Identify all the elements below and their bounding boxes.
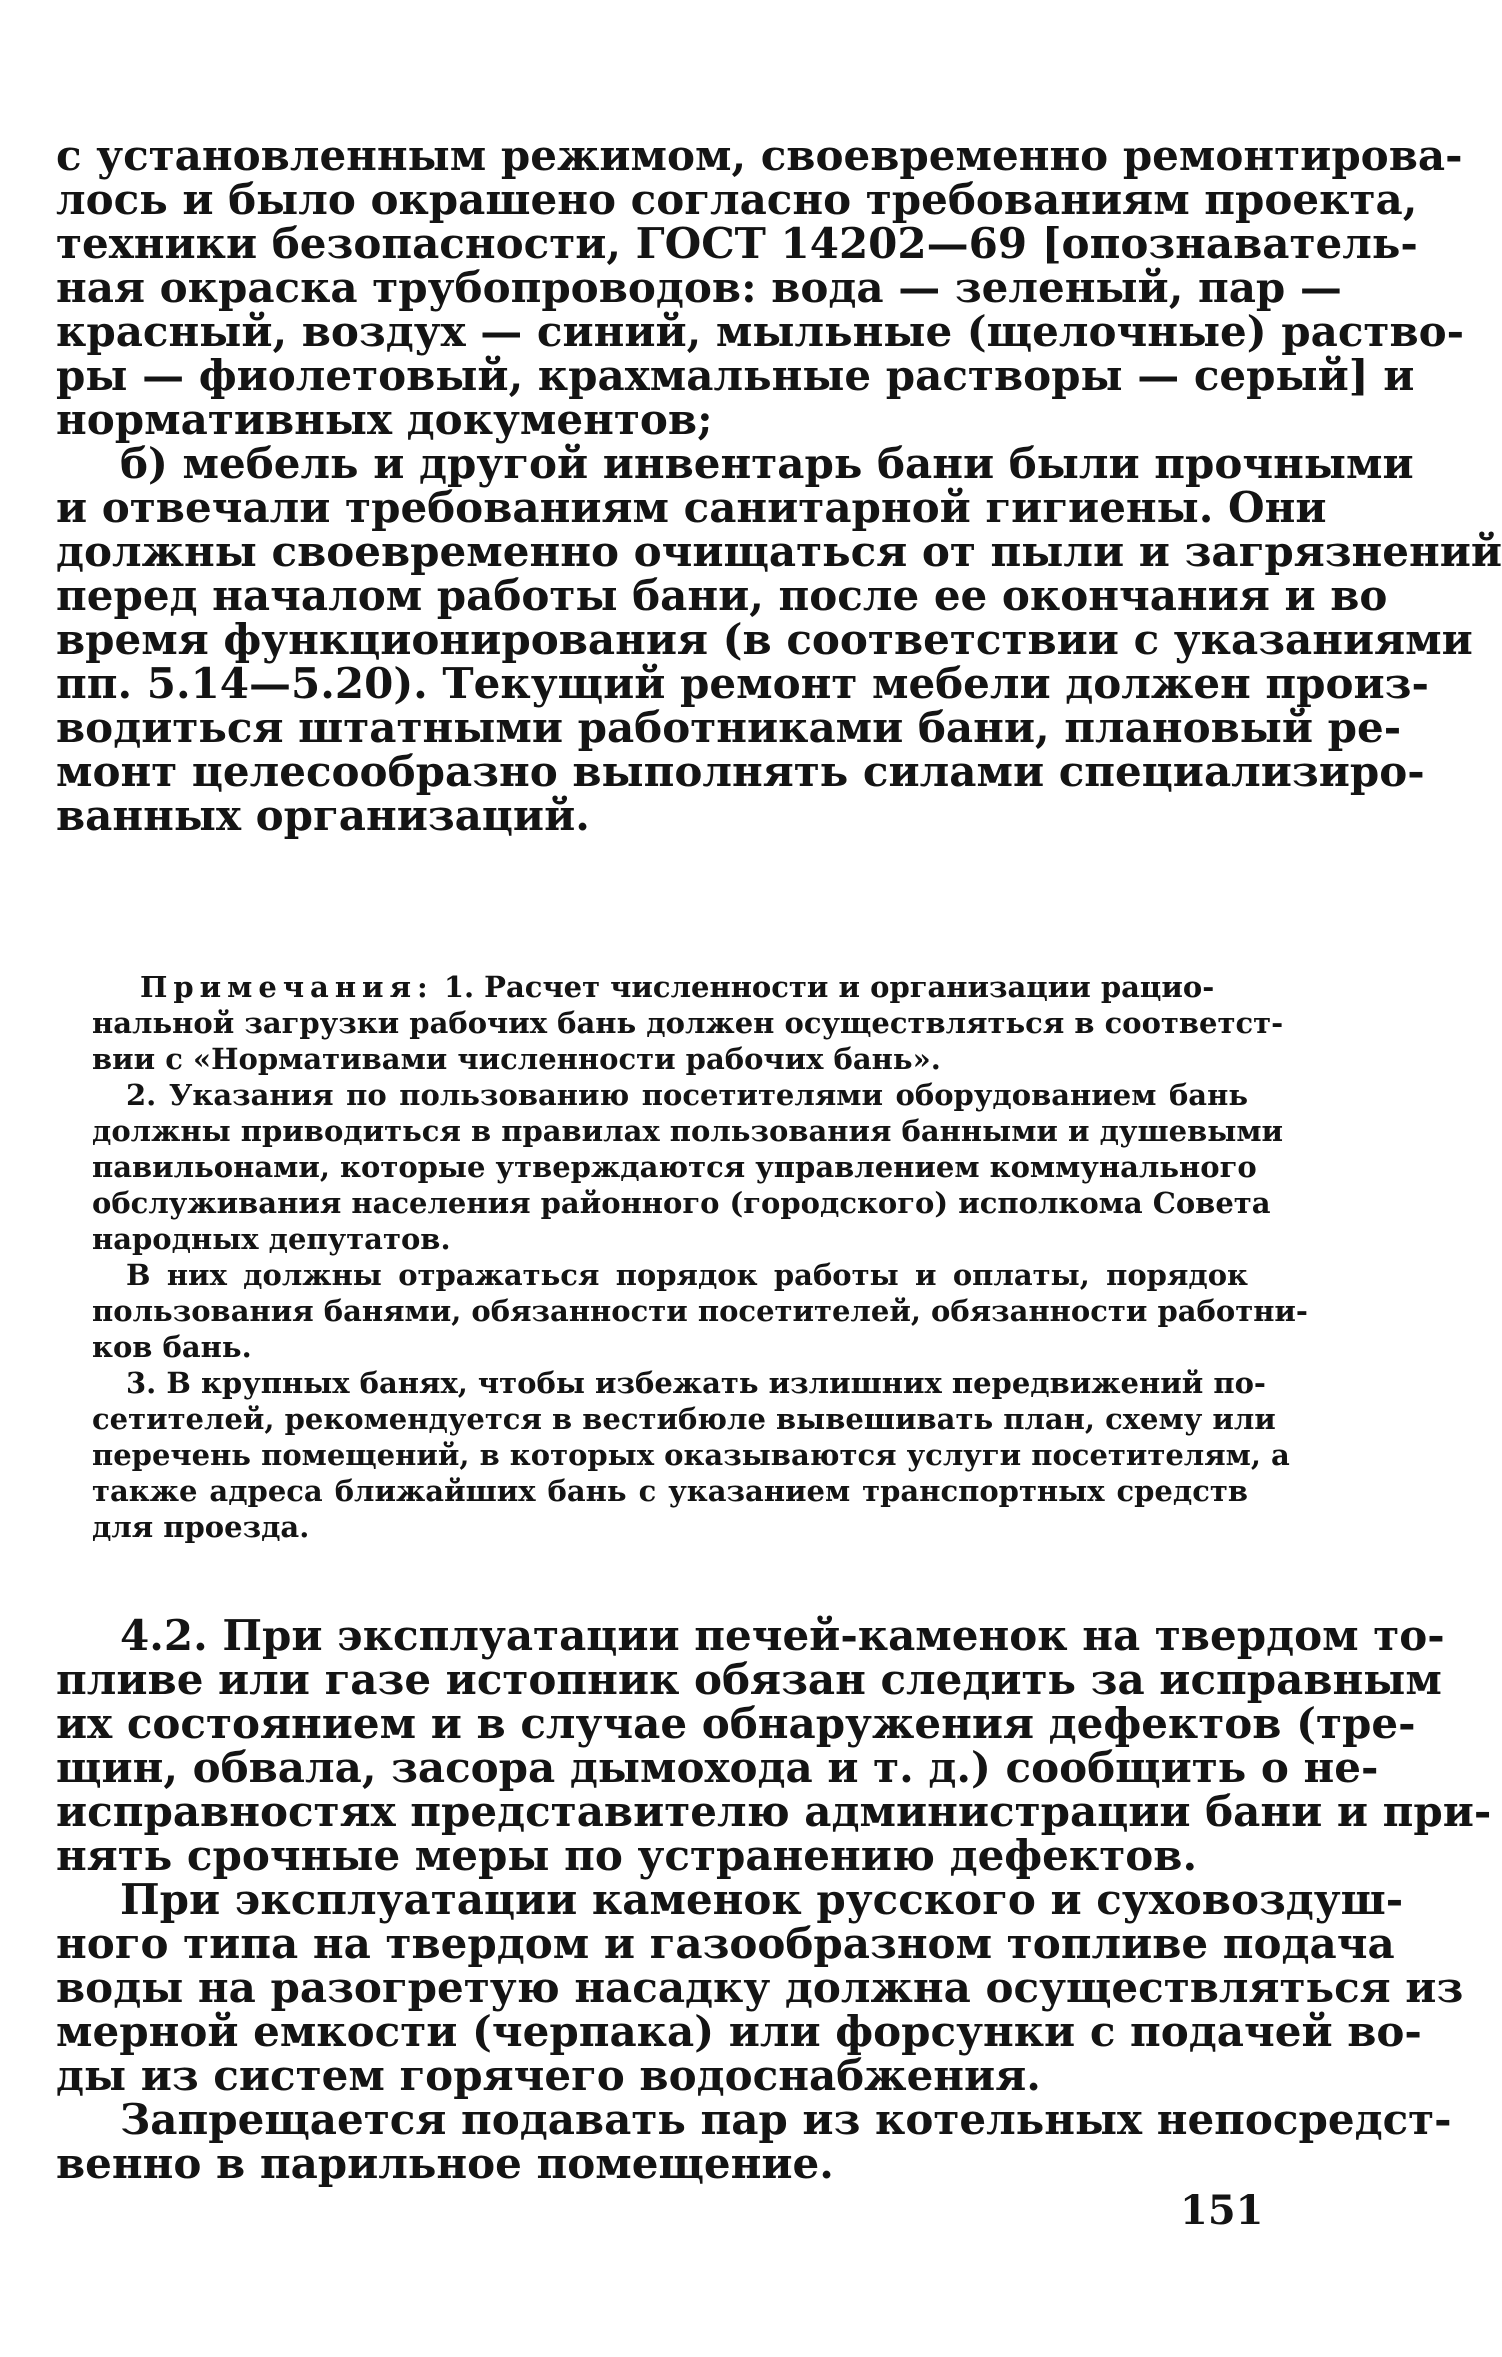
text-line: и отвечали требованиям санитарной гигиены. Они (56, 483, 1327, 532)
text-line: щин, обвала, засора дымохода и т. д.) сообщить о не- (56, 1743, 1379, 1792)
text-line: нормативных документов; (56, 395, 713, 444)
note-line: перечень помещений, в которых оказываются услуги посетителям, а (92, 1438, 1290, 1472)
note-line: 2. Указания по пользованию посетителями оборудованием бань (126, 1078, 1248, 1112)
text-line: должны своевременно очищаться от пыли и загрязнений (56, 527, 1502, 576)
text-line: При эксплуатации каменок русского и суховоздуш- (120, 1875, 1404, 1924)
text-line: пливе или газе истопник обязан следить за исправным (56, 1655, 1442, 1704)
text-line: 4.2. При эксплуатации печей-каменок на твердом то- (120, 1611, 1445, 1660)
note-line: 3. В крупных банях, чтобы избежать излишних передвижений по- (126, 1366, 1266, 1400)
text-line: б) мебель и другой инвентарь бани были прочными (120, 439, 1414, 488)
note-line: нальной загрузки рабочих бань должен осуществляться в соответст- (92, 1006, 1284, 1040)
note-line: ков бань. (92, 1330, 252, 1364)
note-line: обслуживания населения районного (городского) исполкома Совета (92, 1186, 1271, 1220)
text-line: ного типа на твердом и газообразном топливе подача (56, 1919, 1395, 1968)
notes-first-line (140, 970, 1248, 1006)
page-number: 151 (1180, 2187, 1264, 2234)
text-line: их состоянием и в случае обнаружения дефектов (тре- (56, 1699, 1416, 1748)
note-line: павильонами, которые утверждаются управлением коммунального (92, 1150, 1257, 1184)
text-line: пп. 5.14—5.20). Текущий ремонт мебели должен произ- (56, 659, 1429, 708)
note-line: народных депутатов. (92, 1222, 451, 1256)
note-line: пользования банями, обязанности посетителей, обязанности работни- (92, 1294, 1308, 1328)
text-line: венно в парильное помещение. (56, 2139, 834, 2188)
notes-heading: Примечания: (140, 970, 434, 1004)
text-line: мерной емкости (черпака) или форсунки с подачей во- (56, 2007, 1422, 2056)
note-line: вии с «Нормативами численности рабочих бань». (92, 1042, 941, 1076)
text-line: ры — фиолетовый, крахмальные растворы — серый] и (56, 351, 1415, 400)
text-line: красный, воздух — синий, мыльные (щелочные) раство- (56, 307, 1465, 356)
text-line: ды из систем горячего водоснабжения. (56, 2051, 1041, 2100)
note-line: В них должны отражаться порядок работы и оплаты, порядок (126, 1258, 1248, 1292)
text-line: лось и было окрашено согласно требованиям проекта, (56, 175, 1418, 224)
text-line: время функционирования (в соответствии с указаниями (56, 615, 1473, 664)
text-line: водиться штатными работниками бани, плановый ре- (56, 703, 1402, 752)
note-line: также адреса ближайших бань с указанием транспортных средств (92, 1474, 1248, 1508)
text-line: нять срочные меры по устранению дефектов. (56, 1831, 1198, 1880)
note-text: 1. Расчет численности и организации рацио- (443, 970, 1215, 1004)
text-line: монт целесообразно выполнять силами специализиро- (56, 747, 1425, 796)
note-line: для проезда. (92, 1510, 310, 1544)
note-line: сетителей, рекомендуется в вестибюле вывешивать план, схему или (92, 1402, 1276, 1436)
text-line: техники безопасности, ГОСТ 14202—69 [опознаватель- (56, 219, 1418, 268)
text-line: перед началом работы бани, после ее окончания и во (56, 571, 1388, 620)
text-line: исправностях представителю администрации бани и при- (56, 1787, 1492, 1836)
note-line: должны приводиться в правилах пользования банными и душевыми (92, 1114, 1284, 1148)
text-line: ная окраска трубопроводов: вода — зеленый, пар — (56, 263, 1342, 312)
text-line: ванных организаций. (56, 791, 590, 840)
text-line: Запрещается подавать пар из котельных непосредст- (120, 2095, 1452, 2144)
text-line: воды на разогретую насадку должна осуществляться из (56, 1963, 1464, 2012)
text-line: с установленным режимом, своевременно ремонтирова- (56, 131, 1463, 180)
